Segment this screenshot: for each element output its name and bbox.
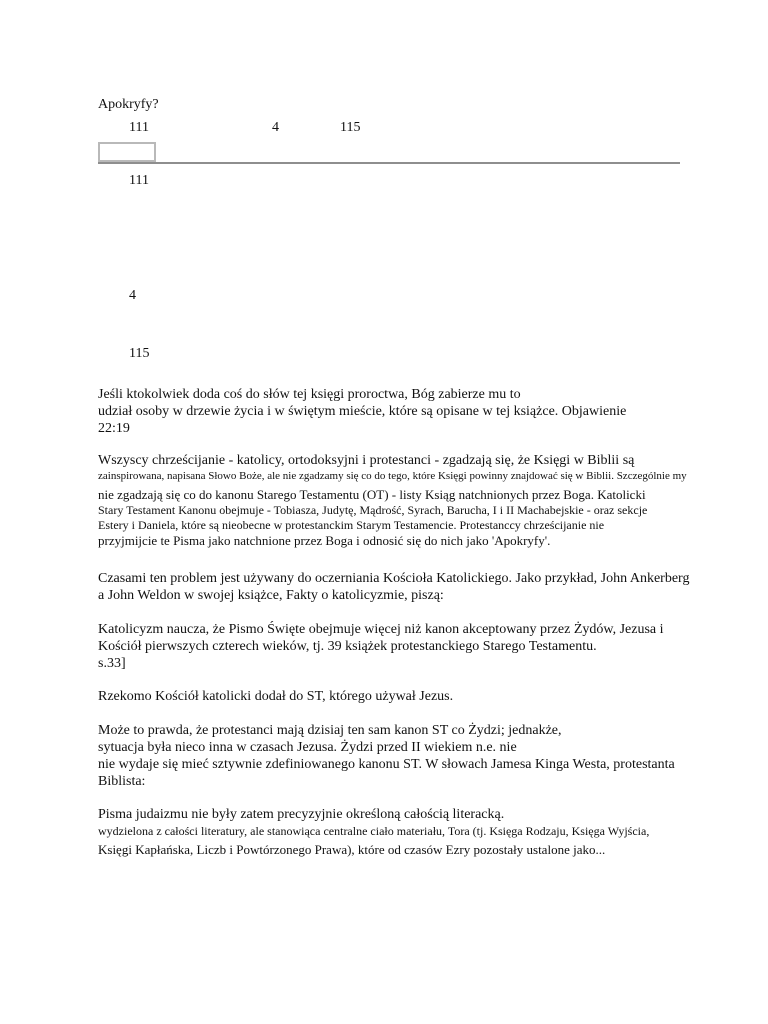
paragraph-5 xyxy=(98,722,675,790)
paragraph-line: nie zgadzają się co do kanonu Starego Testamentu (OT) - listy Ksiąg natchnionych przez Boga. Katolicki xyxy=(98,487,646,502)
count-item-2: 4 xyxy=(129,288,136,303)
quote-block xyxy=(98,386,626,437)
quote-line: Jeśli ktokolwiek doda coś do słów tej księgi proroctwa, Bóg zabierze mu to xyxy=(98,387,521,402)
header-count-1: 111 xyxy=(129,120,149,135)
paragraph-line: wydzielona z całości literatury, ale stanowiąca centralne ciało materiału, Tora (tj. Księga Rodzaju, Księga Wyjścia, xyxy=(98,824,650,838)
paragraph-line: s.33] xyxy=(98,656,126,671)
count-item-3: 115 xyxy=(129,346,150,361)
paragraph-6 xyxy=(98,806,649,858)
paragraph-3 xyxy=(98,621,664,672)
paragraph-line: a John Weldon w swojej książce, Fakty o katolicyzmie, piszą: xyxy=(98,588,444,603)
header-count-2: 4 xyxy=(272,120,279,135)
paragraph-line: Biblista: xyxy=(98,774,146,789)
page-title: Apokryfy? xyxy=(98,97,159,112)
paragraph-line: Może to prawda, że protestanci mają dzisiaj ten sam kanon ST co Żydzi; jednakże, xyxy=(98,723,562,738)
paragraph-line: Czasami ten problem jest używany do oczerniania Kościoła Katolickiego. Jako przykład, John Ankerberg xyxy=(98,571,690,586)
embedded-widget-box xyxy=(98,142,156,162)
paragraph-line: nie wydaje się mieć sztywnie zdefiniowanego kanonu ST. W słowach Jamesa Kinga Westa, protestanta xyxy=(98,757,675,772)
paragraph-line: Rzekomo Kościół katolicki dodał do ST, którego używał Jezus. xyxy=(98,689,454,704)
paragraph-line: sytuacja była nieco inna w czasach Jezusa. Żydzi przed II wiekiem n.e. nie xyxy=(98,740,517,755)
paragraph-line: Estery i Daniela, które są nieobecne w protestanckim Starym Testamencie. Protestanccy chrześcijanie nie xyxy=(98,518,605,532)
paragraph-line: Wszyscy chrześcijanie - katolicy, ortodoksyjni i protestanci - zgadzają się, że Księgi w Biblii są xyxy=(98,453,635,468)
header-count-3: 115 xyxy=(340,120,361,135)
paragraph-line: zainspirowana, napisana Słowo Boże, ale nie zgadzamy się co do tego, które Księgi powinny znajdować się w Biblii. Szczególnie my xyxy=(98,470,687,482)
paragraph-line: Księgi Kapłańska, Liczb i Powtórzonego Prawa), które od czasów Ezry pozostały ustalone jako... xyxy=(98,842,606,857)
paragraph-line: przyjmijcie te Pisma jako natchnione przez Boga i odnosić się do nich jako 'Apokryfy'. xyxy=(98,533,551,548)
paragraph-line: Kościół pierwszych czterech wieków, tj. 39 książek protestanckiego Starego Testamentu. xyxy=(98,639,597,654)
header-divider xyxy=(98,162,680,164)
paragraph-2 xyxy=(98,570,689,604)
paragraph-line: Pisma judaizmu nie były zatem precyzyjnie określoną całością literacką. xyxy=(98,807,505,822)
quote-line: udział osoby w drzewie życia i w świętym mieście, które są opisane w tej książce. Objawienie xyxy=(98,404,627,419)
paragraph-line: Stary Testament Kanonu obejmuje - Tobiasza, Judytę, Mądrość, Syrach, Barucha, I i II Machabejskie - oraz sekcje xyxy=(98,503,648,517)
quote-line: 22:19 xyxy=(98,421,130,436)
paragraph-4 xyxy=(98,688,453,705)
count-item-1: 111 xyxy=(129,173,149,188)
paragraph-line: Katolicyzm naucza, że Pismo Święte obejmuje więcej niż kanon akceptowany przez Żydów, Jezusa i xyxy=(98,622,664,637)
paragraph-1 xyxy=(98,452,687,549)
